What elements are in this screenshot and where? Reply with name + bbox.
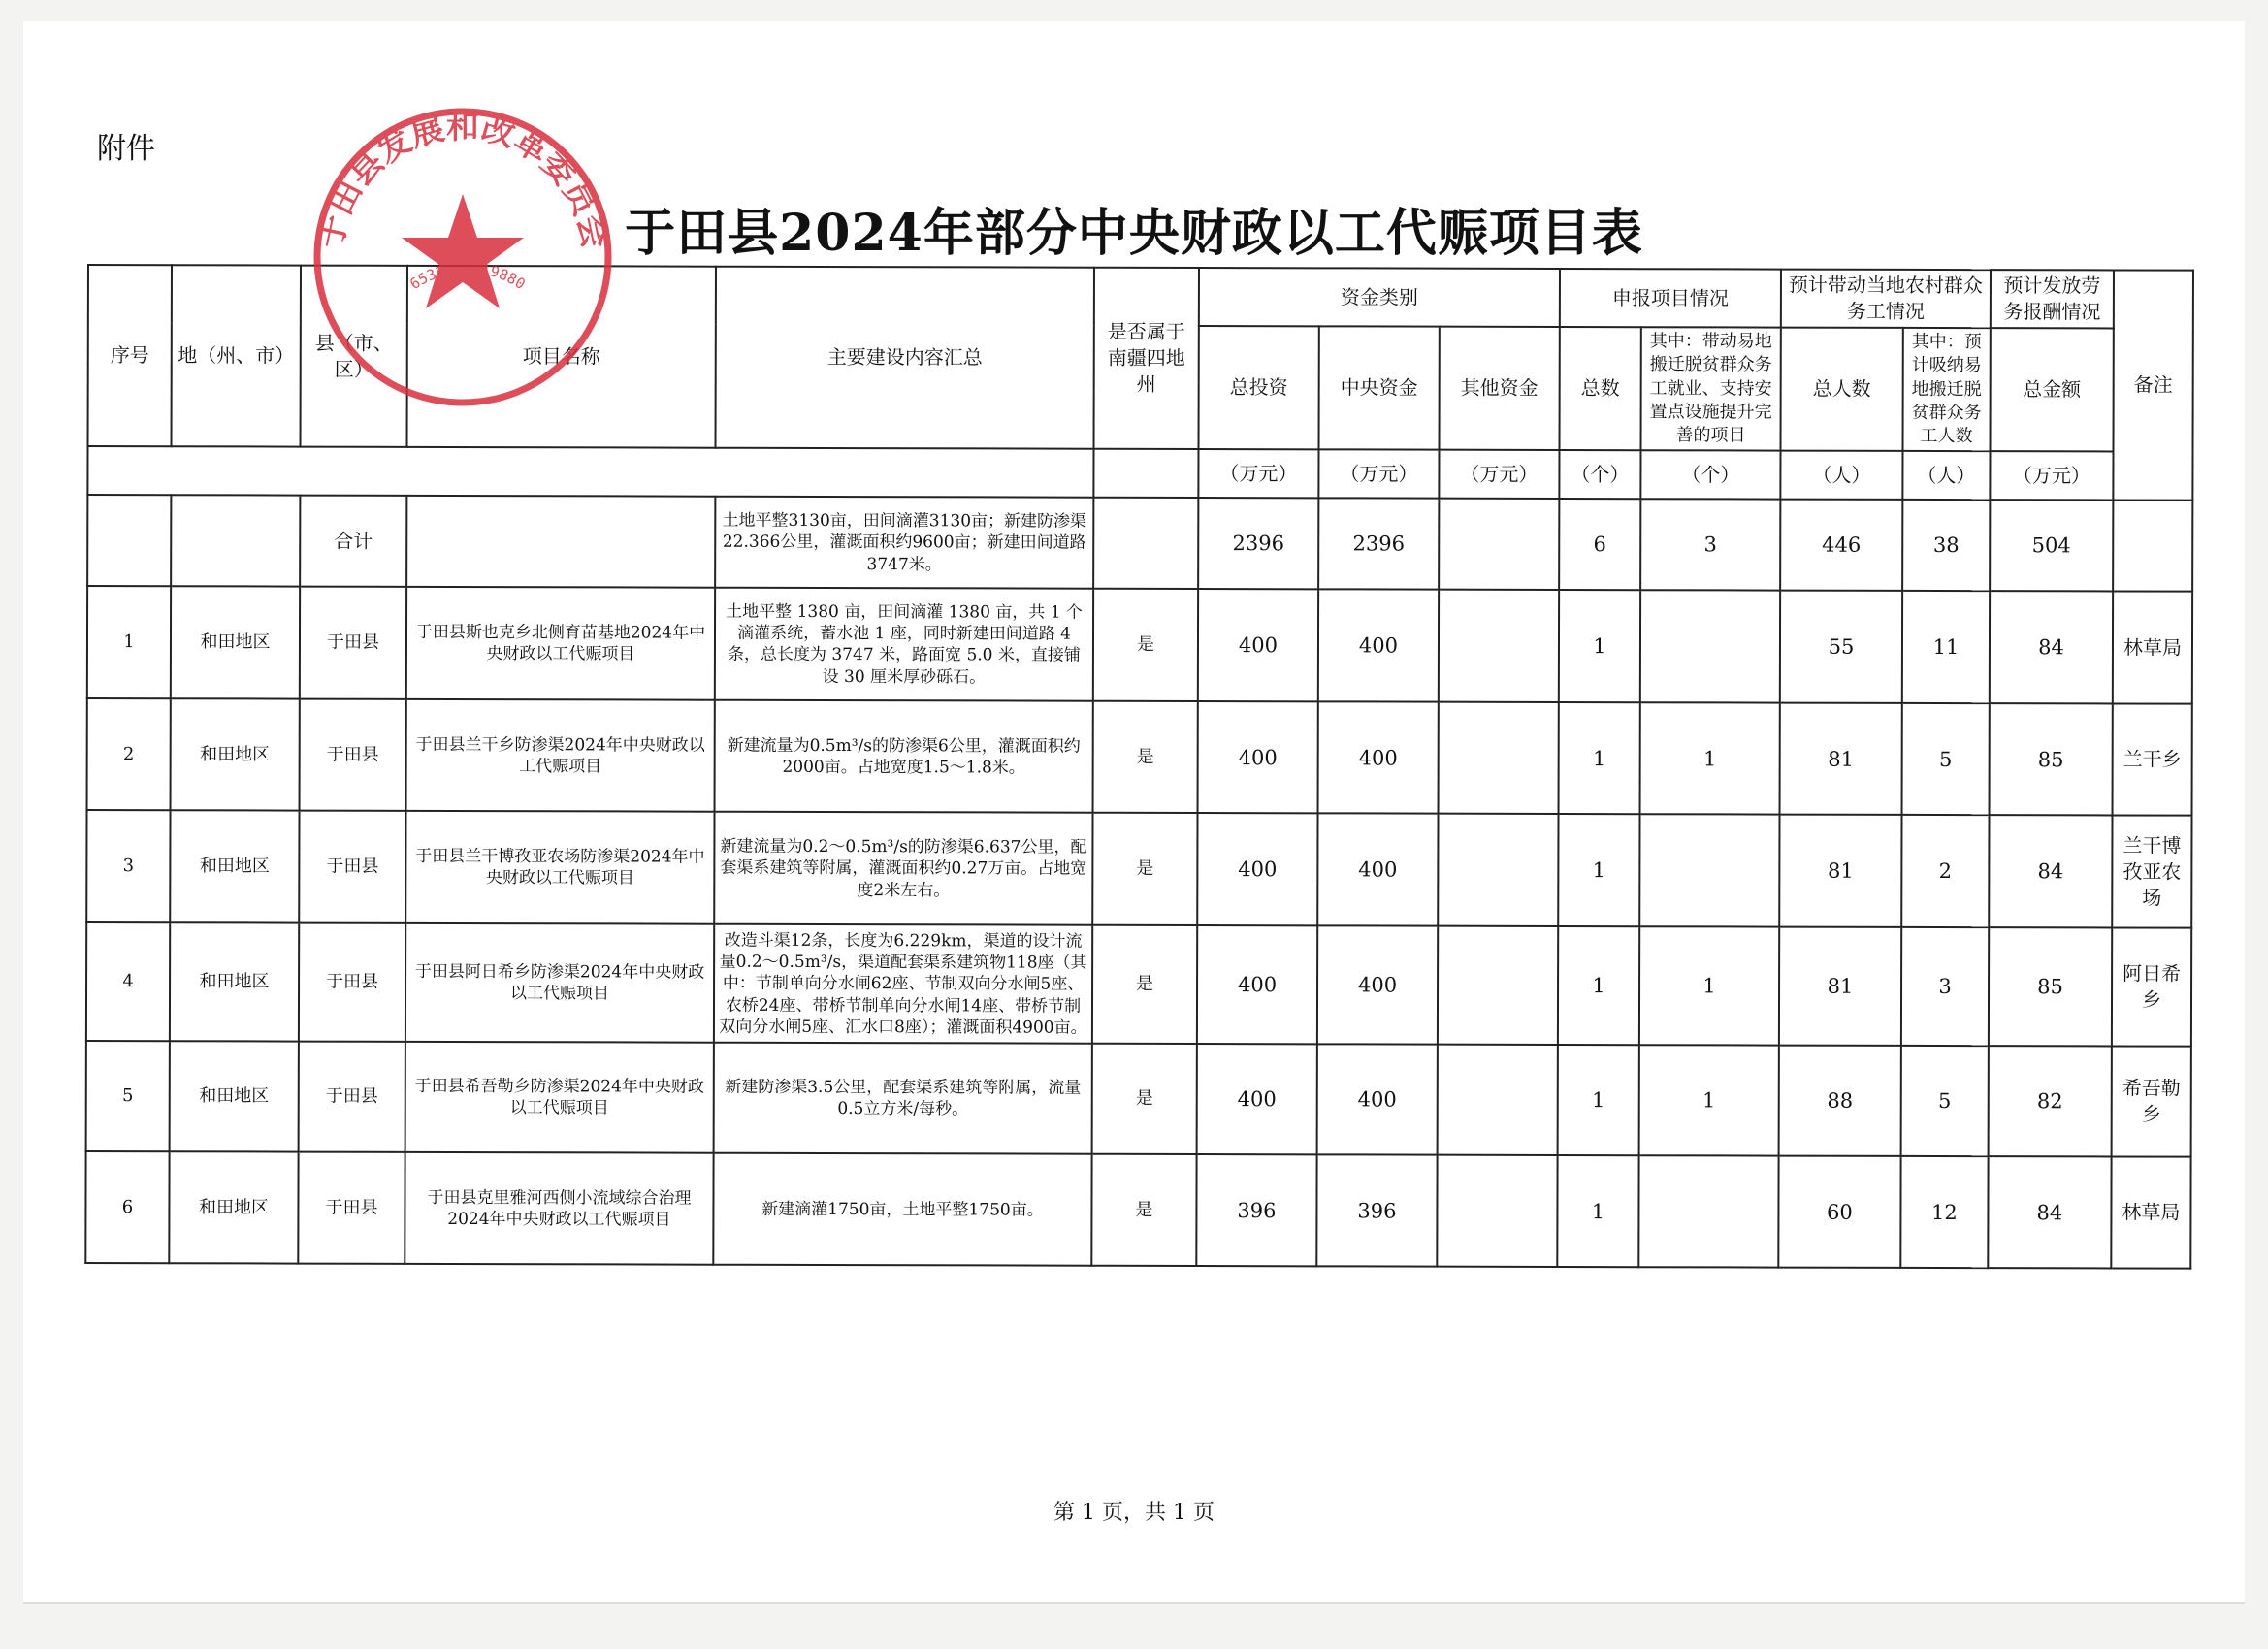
table-row <box>85 1151 2190 1269</box>
row-declare-sub <box>1638 1156 1778 1268</box>
divider <box>23 1602 2245 1604</box>
row-employ-sub: 12 <box>1900 1156 1988 1268</box>
row-declare-total: 1 <box>1558 926 1639 1045</box>
official-seal <box>303 97 623 417</box>
row-employ-total: 81 <box>1780 703 1902 815</box>
total-invest: 2396 <box>1198 498 1318 589</box>
row-declare-total: 1 <box>1558 1045 1639 1155</box>
header-county: 县（市、区） <box>301 266 407 448</box>
header-content: 主要建设内容汇总 <box>716 267 1094 450</box>
seal-star-icon <box>402 194 524 308</box>
row-seq: 1 <box>87 586 171 698</box>
row-county: 于田县 <box>299 923 405 1042</box>
header-declare-sub: 其中：带动易地搬迁脱贫群众务工就业、支持安置点设施提升完善的项目 <box>1641 327 1781 451</box>
row-project: 于田县阿日希乡防渗渠2024年中央财政以工代赈项目 <box>405 923 714 1043</box>
row-county: 于田县 <box>299 811 405 923</box>
header-funds: 资金类别 <box>1199 268 1560 327</box>
total-declare-sub: 3 <box>1640 500 1780 591</box>
total-content: 土地平整3130亩，田间滴灌3130亩；新建防渗渠22.366公里，灌溉面积约9600亩；新建田间道路3747米。 <box>715 497 1093 589</box>
table-row <box>87 698 2192 816</box>
row-south: 是 <box>1092 925 1197 1044</box>
unit-south-spacer <box>1093 449 1198 498</box>
row-total-invest: 400 <box>1197 1044 1317 1154</box>
row-employ-total: 88 <box>1779 1046 1901 1156</box>
row-employ-sub: 11 <box>1902 591 1990 703</box>
unit-employ-total: （人） <box>1780 451 1902 500</box>
row-employ-total: 55 <box>1780 591 1902 703</box>
seal-code: 6532260119880 <box>406 259 529 294</box>
row-county: 于田县 <box>300 699 406 811</box>
row-content: 新建流量为0.5m³/s的防渗渠6公里，灌溉面积约2000亩。占地宽度1.5～1.8米。 <box>715 700 1093 813</box>
row-declare-total: 1 <box>1559 590 1640 702</box>
row-pay-total: 85 <box>1990 704 2113 816</box>
row-pay-total: 84 <box>1989 816 2112 928</box>
row-prefecture: 和田地区 <box>169 1152 298 1264</box>
row-remark: 兰干博孜亚农场 <box>2112 816 2191 928</box>
row-content: 改造斗渠12条，长度为6.229km，渠道的设计流量0.2～0.5m³/s，渠道配套渠系建筑物118座（其中：节制单向分水闸62座、节制双向分水闸5座、农桥24座、带桥节制单向分水闸14座、带桥节制双向分水闸5座、汇水口8座）；灌溉面积4900亩。 <box>714 924 1092 1044</box>
page-title: 于田县2024年部分中央财政以工代赈项目表 <box>625 204 1643 263</box>
row-other-funds <box>1438 926 1558 1045</box>
row-pay-total: 85 <box>1989 928 2112 1047</box>
unit-employ-sub: （人） <box>1902 451 1990 500</box>
row-seq: 4 <box>86 922 170 1041</box>
page-footer: 第 1 页，共 1 页 <box>1053 1501 1215 1525</box>
header-seq: 序号 <box>88 265 172 447</box>
row-other-funds <box>1439 590 1559 702</box>
row-remark: 林草局 <box>2111 1157 2190 1269</box>
row-declare-total: 1 <box>1558 814 1639 926</box>
unit-pay-total: （万元） <box>1990 452 2113 501</box>
row-south: 是 <box>1093 589 1198 701</box>
row-total-invest: 400 <box>1198 589 1318 701</box>
total-row <box>87 495 2192 592</box>
seal-text: 于田县发展和改革委员会 <box>310 108 615 252</box>
row-other-funds <box>1439 702 1559 814</box>
unit-declare-total: （个） <box>1559 450 1640 499</box>
table-row <box>86 1041 2191 1157</box>
unit-spacer <box>87 446 1093 498</box>
header-employ-sub: 其中：预计吸纳易地搬迁脱贫群众务工人数 <box>1903 328 1991 452</box>
row-central-funds: 400 <box>1317 814 1438 926</box>
row-remark: 阿日希乡 <box>2112 928 2191 1047</box>
row-total-invest: 400 <box>1197 813 1317 925</box>
row-county: 于田县 <box>298 1152 405 1264</box>
row-project: 于田县克里雅河西侧小流域综合治理2024年中央财政以工代赈项目 <box>405 1152 713 1265</box>
row-declare-sub: 1 <box>1639 1046 1779 1156</box>
row-employ-sub: 5 <box>1902 703 1990 815</box>
row-employ-total: 81 <box>1779 927 1901 1046</box>
header-employ-total: 总人数 <box>1781 328 1903 452</box>
row-declare-sub: 1 <box>1639 927 1779 1046</box>
row-other-funds <box>1438 814 1558 926</box>
unit-central-funds: （万元） <box>1318 450 1439 499</box>
header-total-invest: 总投资 <box>1199 326 1319 450</box>
row-project: 于田县兰干乡防渗渠2024年中央财政以工代赈项目 <box>406 699 715 812</box>
row-south: 是 <box>1092 1044 1197 1154</box>
header-pay: 预计发放劳务报酬情况 <box>1991 270 2114 328</box>
row-county: 于田县 <box>299 1042 405 1152</box>
row-total-invest: 400 <box>1198 701 1318 813</box>
row-central-funds: 400 <box>1317 926 1438 1045</box>
row-project: 于田县兰干博孜亚农场防渗渠2024年中央财政以工代赈项目 <box>405 811 714 924</box>
row-prefecture: 和田地区 <box>170 1042 299 1152</box>
unit-other-funds: （万元） <box>1439 450 1559 499</box>
row-declare-total: 1 <box>1559 702 1640 814</box>
row-content: 新建防渗渠3.5公里，配套渠系建筑等附属，流量0.5立方米/每秒。 <box>714 1043 1092 1154</box>
row-seq: 5 <box>86 1041 170 1151</box>
row-declare-sub <box>1640 591 1780 703</box>
row-other-funds <box>1437 1155 1557 1267</box>
row-employ-total: 60 <box>1778 1156 1900 1268</box>
row-remark: 兰干乡 <box>2113 704 2192 816</box>
row-pay-total: 82 <box>1989 1047 2112 1157</box>
row-pay-total: 84 <box>1988 1157 2111 1269</box>
row-central-funds: 400 <box>1318 590 1439 702</box>
header-other-funds: 其他资金 <box>1440 327 1560 451</box>
header-central-funds: 中央资金 <box>1319 326 1440 450</box>
header-project: 项目名称 <box>407 266 716 448</box>
row-central-funds: 396 <box>1316 1155 1437 1267</box>
table-row <box>86 810 2191 928</box>
row-project: 于田县斯也克乡北侧育苗基地2024年中央财政以工代赈项目 <box>406 587 715 700</box>
row-other-funds <box>1438 1045 1558 1155</box>
row-central-funds: 400 <box>1318 702 1439 814</box>
row-seq: 6 <box>85 1151 169 1263</box>
row-declare-sub: 1 <box>1640 703 1780 815</box>
row-employ-sub: 3 <box>1901 927 1989 1046</box>
row-south: 是 <box>1091 1154 1196 1266</box>
row-seq: 2 <box>87 698 171 810</box>
row-prefecture: 和田地区 <box>171 587 300 699</box>
unit-declare-sub: （个） <box>1640 451 1780 500</box>
row-seq: 3 <box>86 810 170 922</box>
header-south-xinjiang: 是否属于南疆四地州 <box>1094 268 1199 450</box>
row-content: 新建滴灌1750亩，土地平整1750亩。 <box>713 1153 1091 1266</box>
total-central-funds: 2396 <box>1318 499 1439 590</box>
row-total-invest: 400 <box>1197 925 1317 1044</box>
row-project: 于田县希吾勒乡防渗渠2024年中央财政以工代赈项目 <box>405 1042 714 1153</box>
header-declare: 申报项目情况 <box>1560 269 1781 328</box>
total-employ-total: 446 <box>1780 500 1902 591</box>
row-declare-total: 1 <box>1557 1155 1638 1267</box>
header-prefecture: 地（州、市） <box>172 265 301 447</box>
table-row <box>87 586 2192 704</box>
unit-total-invest: （万元） <box>1198 449 1318 498</box>
row-employ-sub: 5 <box>1901 1046 1989 1156</box>
header-remark: 备注 <box>2113 270 2193 501</box>
row-declare-sub <box>1639 815 1779 927</box>
row-prefecture: 和田地区 <box>170 811 299 923</box>
row-south: 是 <box>1093 701 1198 813</box>
row-county: 于田县 <box>300 587 406 699</box>
total-pay-total: 504 <box>1990 501 2113 592</box>
row-total-invest: 396 <box>1196 1154 1316 1266</box>
row-pay-total: 84 <box>1990 592 2113 704</box>
row-content: 新建流量为0.2～0.5m³/s的防渗渠6.637公里，配套渠系建筑等附属，灌溉面积约0.27万亩。占地宽度2米左右。 <box>714 812 1092 925</box>
header-employ: 预计带动当地农村群众务工情况 <box>1781 270 1991 329</box>
row-employ-sub: 2 <box>1901 815 1989 927</box>
total-declare-total: 6 <box>1559 499 1640 590</box>
header-pay-total: 总金额 <box>1990 328 2113 452</box>
row-prefecture: 和田地区 <box>170 923 299 1042</box>
row-central-funds: 400 <box>1317 1045 1438 1155</box>
row-prefecture: 和田地区 <box>171 699 300 811</box>
total-label: 合计 <box>300 496 406 587</box>
row-employ-total: 81 <box>1779 815 1901 927</box>
total-employ-sub: 38 <box>1902 500 1990 591</box>
attachment-label: 附件 <box>97 132 155 166</box>
header-declare-total: 总数 <box>1560 327 1641 451</box>
row-remark: 林草局 <box>2113 592 2192 704</box>
row-content: 土地平整 1380 亩，田间滴灌 1380 亩，共 1 个滴灌系统，蓄水池 1 座，同时新建田间道路 4 条，总长度为 3747 米，路面宽 5.0 米，直接铺设 30 厘米厚砂砾石。 <box>715 588 1093 701</box>
table-row <box>86 922 2191 1047</box>
row-south: 是 <box>1092 813 1197 925</box>
row-remark: 希吾勒乡 <box>2112 1047 2191 1157</box>
